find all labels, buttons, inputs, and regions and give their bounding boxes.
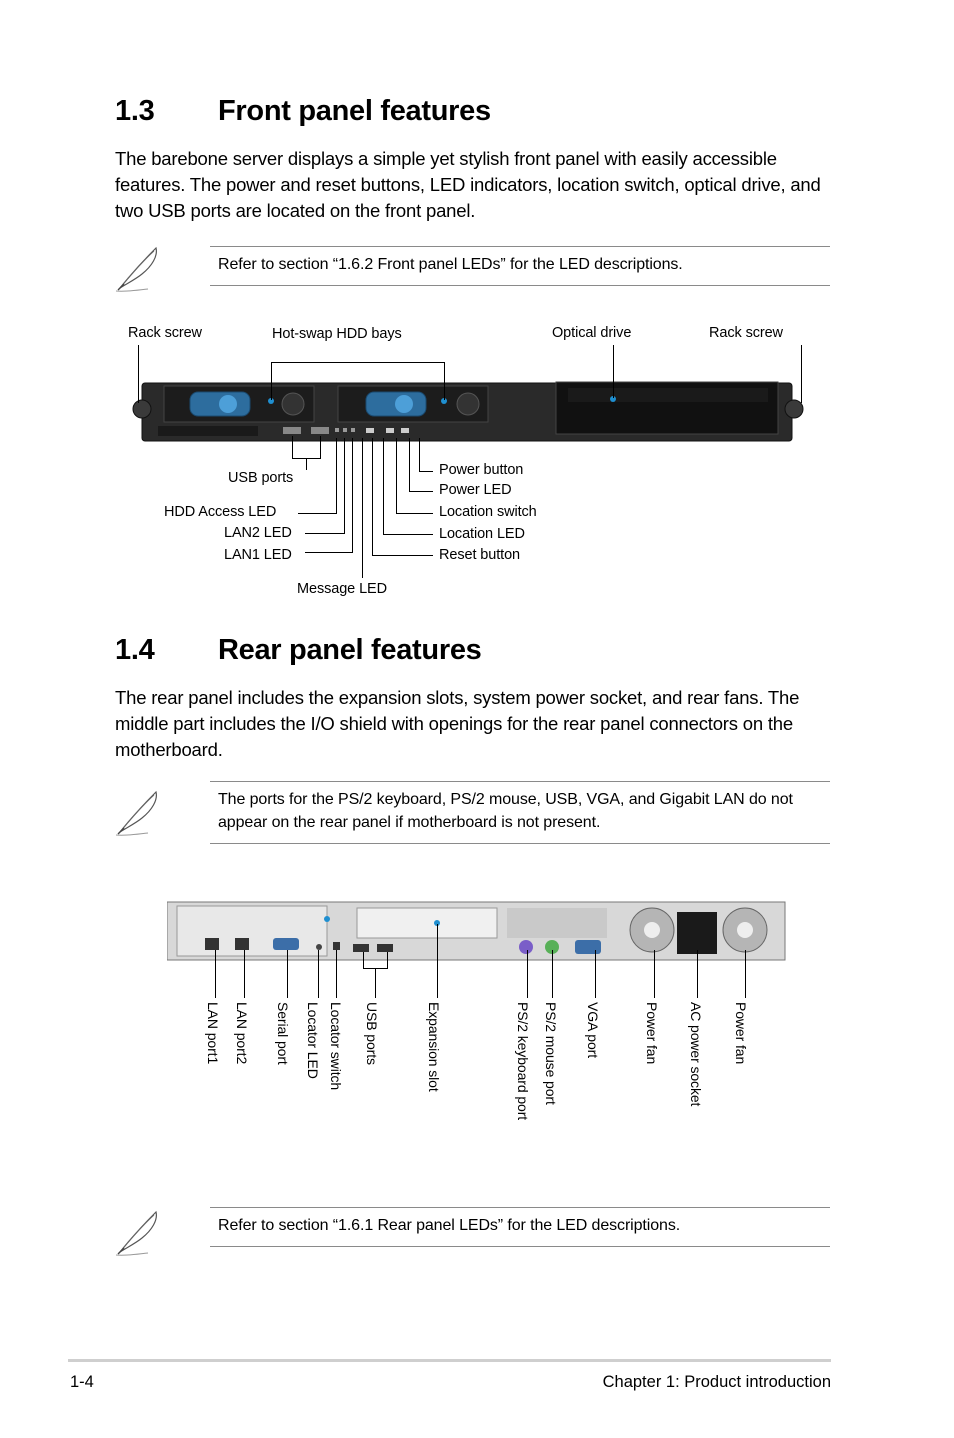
label-ac-power-socket: AC power socket (688, 1002, 704, 1107)
label-reset-button: Reset button (439, 547, 521, 563)
label-lan-port2: LAN port2 (234, 1002, 250, 1065)
label-serial-port: Serial port (275, 1002, 291, 1065)
label-expansion-slot: Expansion slot (426, 1002, 442, 1092)
label-rack-screw-left: Rack screw (128, 325, 202, 341)
front-panel-figure (128, 370, 808, 445)
label-power-button: Power button (439, 462, 524, 478)
rear-expansion-marker-1 (324, 916, 330, 922)
label-power-fan-2: Power fan (733, 1002, 749, 1065)
section-1-4-title: Rear panel features (218, 634, 482, 666)
label-power-fan-1: Power fan (644, 1002, 660, 1065)
label-location-switch: Location switch (439, 504, 537, 520)
section-1-3-paragraph: The barebone server displays a simple yet stylish front panel with easily accessible features. The power and reset buttons, LED indicators, location switch, optical drive, and two USB ports are located on the front panel. (115, 148, 821, 221)
label-optical-drive: Optical drive (552, 325, 632, 341)
label-ps2-keyboard: PS/2 keyboard port (515, 1002, 531, 1121)
label-location-led: Location LED (439, 526, 525, 542)
label-vga-port: VGA port (585, 1002, 601, 1059)
label-lan2-led: LAN2 LED (224, 525, 292, 541)
label-lan1-led: LAN1 LED (224, 547, 292, 563)
feather-note-icon (112, 786, 164, 838)
feather-note-icon (112, 1206, 164, 1258)
label-usb-ports-rear: USB ports (364, 1002, 380, 1065)
label-hdd-access-led: HDD Access LED (164, 504, 277, 520)
section-1-3-title: Front panel features (218, 95, 491, 127)
section-1-3-number: 1.3 (115, 95, 155, 127)
label-usb-ports-front: USB ports (228, 470, 294, 486)
note-rule-top (210, 246, 830, 247)
section-1-4-number: 1.4 (115, 634, 155, 666)
footer-rule (68, 1359, 831, 1362)
label-hotswap-hdd: Hot-swap HDD bays (272, 326, 402, 342)
label-power-led: Power LED (439, 482, 512, 498)
label-lan-port1: LAN port1 (205, 1002, 221, 1065)
label-rack-screw-right: Rack screw (709, 325, 783, 341)
label-message-led: Message LED (297, 581, 387, 597)
note-3: Refer to section “1.6.1 Rear panel LEDs” for the LED descriptions. (218, 1217, 681, 1234)
label-locator-switch: Locator switch (328, 1002, 344, 1091)
chapter-title: Chapter 1: Product introduction (602, 1373, 831, 1391)
label-ps2-mouse: PS/2 mouse port (543, 1002, 559, 1105)
note-2: The ports for the PS/2 keyboard, PS/2 mouse, USB, VGA, and Gigabit LAN do not appear on the rear panel if motherboard is not present. (218, 791, 793, 831)
page-number: 1-4 (70, 1373, 94, 1391)
section-1-4-paragraph: The rear panel includes the expansion slots, system power socket, and rear fans. The middle part includes the I/O shield with openings for the rear panel connectors on the motherboard. (115, 687, 800, 760)
note-1: Refer to section “1.6.2 Front panel LEDs” for the LED descriptions. (218, 256, 683, 273)
feather-note-icon (112, 242, 164, 294)
rear-panel-figure (167, 900, 787, 962)
label-locator-led: Locator LED (305, 1002, 321, 1079)
note-rule-bottom (210, 285, 830, 286)
